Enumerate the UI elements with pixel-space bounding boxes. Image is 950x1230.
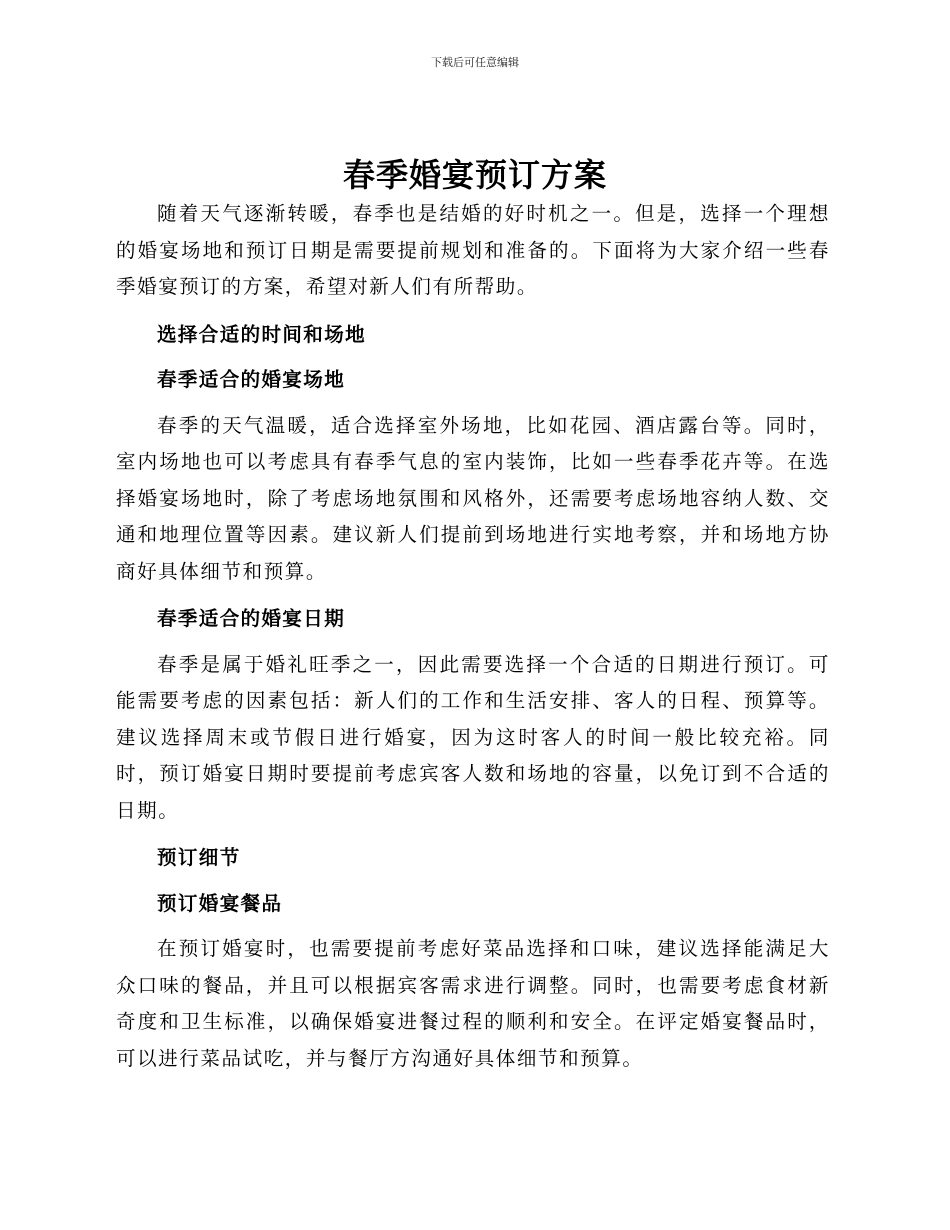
- intro-paragraph: 随着天气逐渐转暖，春季也是结婚的好时机之一。但是，选择一个理想的婚宴场地和预订日期是需要提前规划和准备的。下面将为大家介绍一些春季婚宴预订的方案，希望对新人们有所帮助。: [116, 202, 830, 298]
- paragraph-banquet-menu: 在预订婚宴时，也需要提前考虑好菜品选择和口味，建议选择能满足大众口味的餐品，并且可以根据宾客需求进行调整。同时，也需要考虑食材新奇度和卫生标准，以确保婚宴进餐过程的顺利和安全。在评定婚宴餐品时，可以进行菜品试吃，并与餐厅方沟通好具体细节和预算。: [116, 937, 830, 1070]
- subheading-banquet-menu: 预订婚宴餐品: [157, 891, 283, 915]
- paragraph-spring-date: 春季是属于婚礼旺季之一，因此需要选择一个合适的日期进行预订。可能需要考虑的因素包括：新人们的工作和生活安排、客人的日程、预算等。建议选择周末或节假日进行婚宴，因为这时客人的时间一般比较充裕。同时，预订婚宴日期时要提前考虑宾客人数和场地的容量，以免订到不合适的日期。: [116, 652, 830, 822]
- section-heading-booking-details: 预订细节: [157, 846, 241, 869]
- document-title: 春季婚宴预订方案: [342, 156, 607, 194]
- section-heading-time-venue: 选择合适的时间和场地: [157, 322, 367, 346]
- subheading-spring-venue: 春季适合的婚宴场地: [157, 368, 346, 391]
- header-note: 下载后可任意编辑: [431, 56, 519, 69]
- document-body: [116, 196, 830, 1077]
- paragraph-spring-venue: 春季的天气温暖，适合选择室外场地，比如花园、酒店露台等。同时，室内场地也可以考虑具有春季气息的室内装饰，比如一些春季花卉等。在选择婚宴场地时，除了考虑场地氛围和风格外，还需要考虑场地容纳人数、交通和地理位置等因素。建议新人们提前到场地进行实地考察，并和场地方协商好具体细节和预算。: [116, 413, 830, 583]
- subheading-spring-date: 春季适合的婚宴日期: [157, 607, 346, 630]
